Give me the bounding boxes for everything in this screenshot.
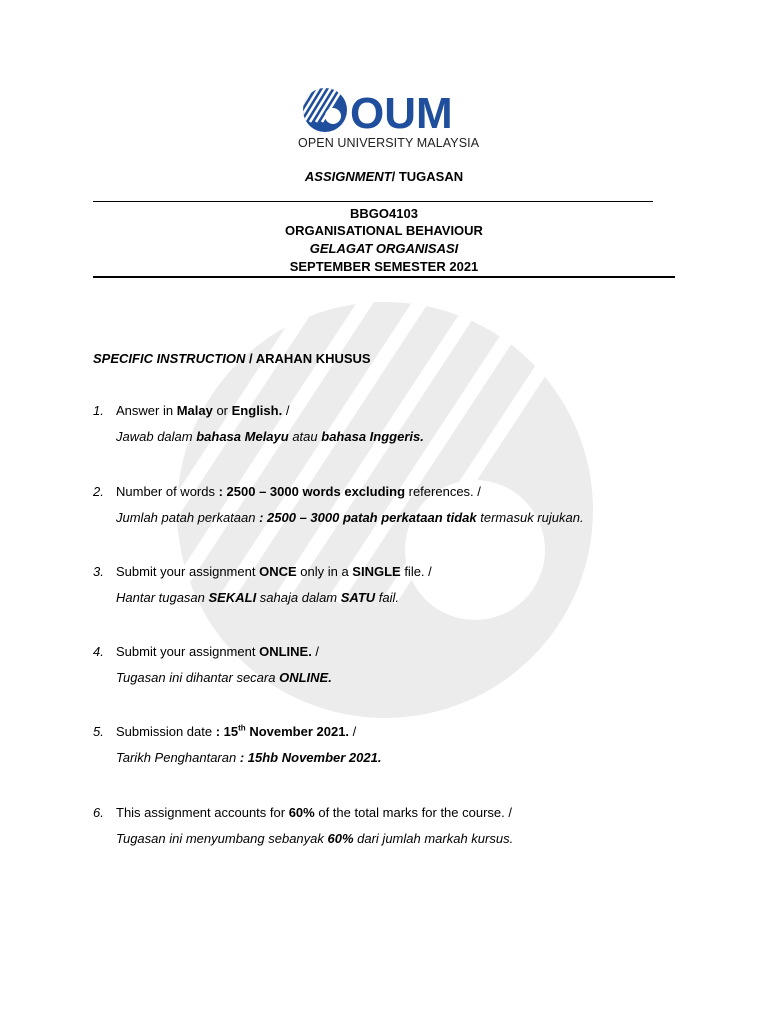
header-bottom-divider [93, 276, 675, 278]
instruction-en: Answer in Malay or English. / [116, 403, 290, 418]
instruction-en: Submission date : 15th November 2021. / [116, 723, 357, 739]
instruction-en: Number of words : 2500 – 3000 words excluding references. / [116, 484, 481, 499]
university-name: OPEN UNIVERSITY MALAYSIA [298, 136, 480, 150]
assignment-page: OUM OPEN UNIVERSITY MALAYSIA ASSIGNMENT/ TUGASAN BBGO4103 ORGANISATIONAL BEHAVIOUR GELAGAT ORGANISASI SEPTEMBER SEMESTER 2021 SPECIFIC INSTRUCTION / ARAHAN KHUSUS 1. Answer in Malay or English. / Jawab dalam bahasa Melayu atau bahasa Inggeris. 2. Number of words : 2500 – 3000 words excluding references. / Jumlah patah perkataan : 2500 – 3000 patah perkataan tidak termasuk rujukan. 3. Submit your assignment ONCE only in a SINGLE file. / Hantar tugasan SEKALI sahaja dalam SATU fail. 4. Submit your assignment ONLINE. / Tugasan ini dihantar secara ONLINE. 5. Submission date : 15th November 2021. / Tarikh Penghantaran : 15hb November 2021. 6. This assignment accounts for 60% of the total marks for the course. / Tugasan ini menyumbang sebanyak 60% dari jumlah markah kursus. [0, 0, 768, 1024]
instructions-title: SPECIFIC INSTRUCTION / ARAHAN KHUSUS [93, 351, 371, 366]
header-divider [93, 201, 653, 202]
instruction-my: Hantar tugasan SEKALI sahaja dalam SATU fail. [116, 590, 400, 605]
semester: SEPTEMBER SEMESTER 2021 [289, 259, 479, 274]
course-name-malay: GELAGAT ORGANISASI [309, 241, 459, 256]
instruction-my: Tugasan ini menyumbang sebanyak 60% dari jumlah markah kursus. [116, 831, 514, 846]
svg-text:OUM: OUM [350, 89, 453, 138]
instruction-my: Tugasan ini dihantar secara ONLINE. [116, 670, 332, 685]
assignment-heading: ASSIGNMENT/ TUGASAN [304, 169, 464, 184]
course-code: BBGO4103 [350, 206, 418, 221]
instruction-en: Submit your assignment ONCE only in a SINGLE file. / [116, 564, 432, 579]
instruction-my: Jumlah patah perkataan : 2500 – 3000 patah perkataan tidak termasuk rujukan. [116, 510, 584, 525]
instruction-en: Submit your assignment ONLINE. / [116, 644, 320, 659]
instruction-my: Jawab dalam bahasa Melayu atau bahasa Inggeris. [116, 429, 424, 444]
instruction-my: Tarikh Penghantaran : 15hb November 2021. [116, 750, 382, 765]
course-name: ORGANISATIONAL BEHAVIOUR [285, 223, 483, 238]
instruction-en: This assignment accounts for 60% of the total marks for the course. / [116, 805, 512, 820]
